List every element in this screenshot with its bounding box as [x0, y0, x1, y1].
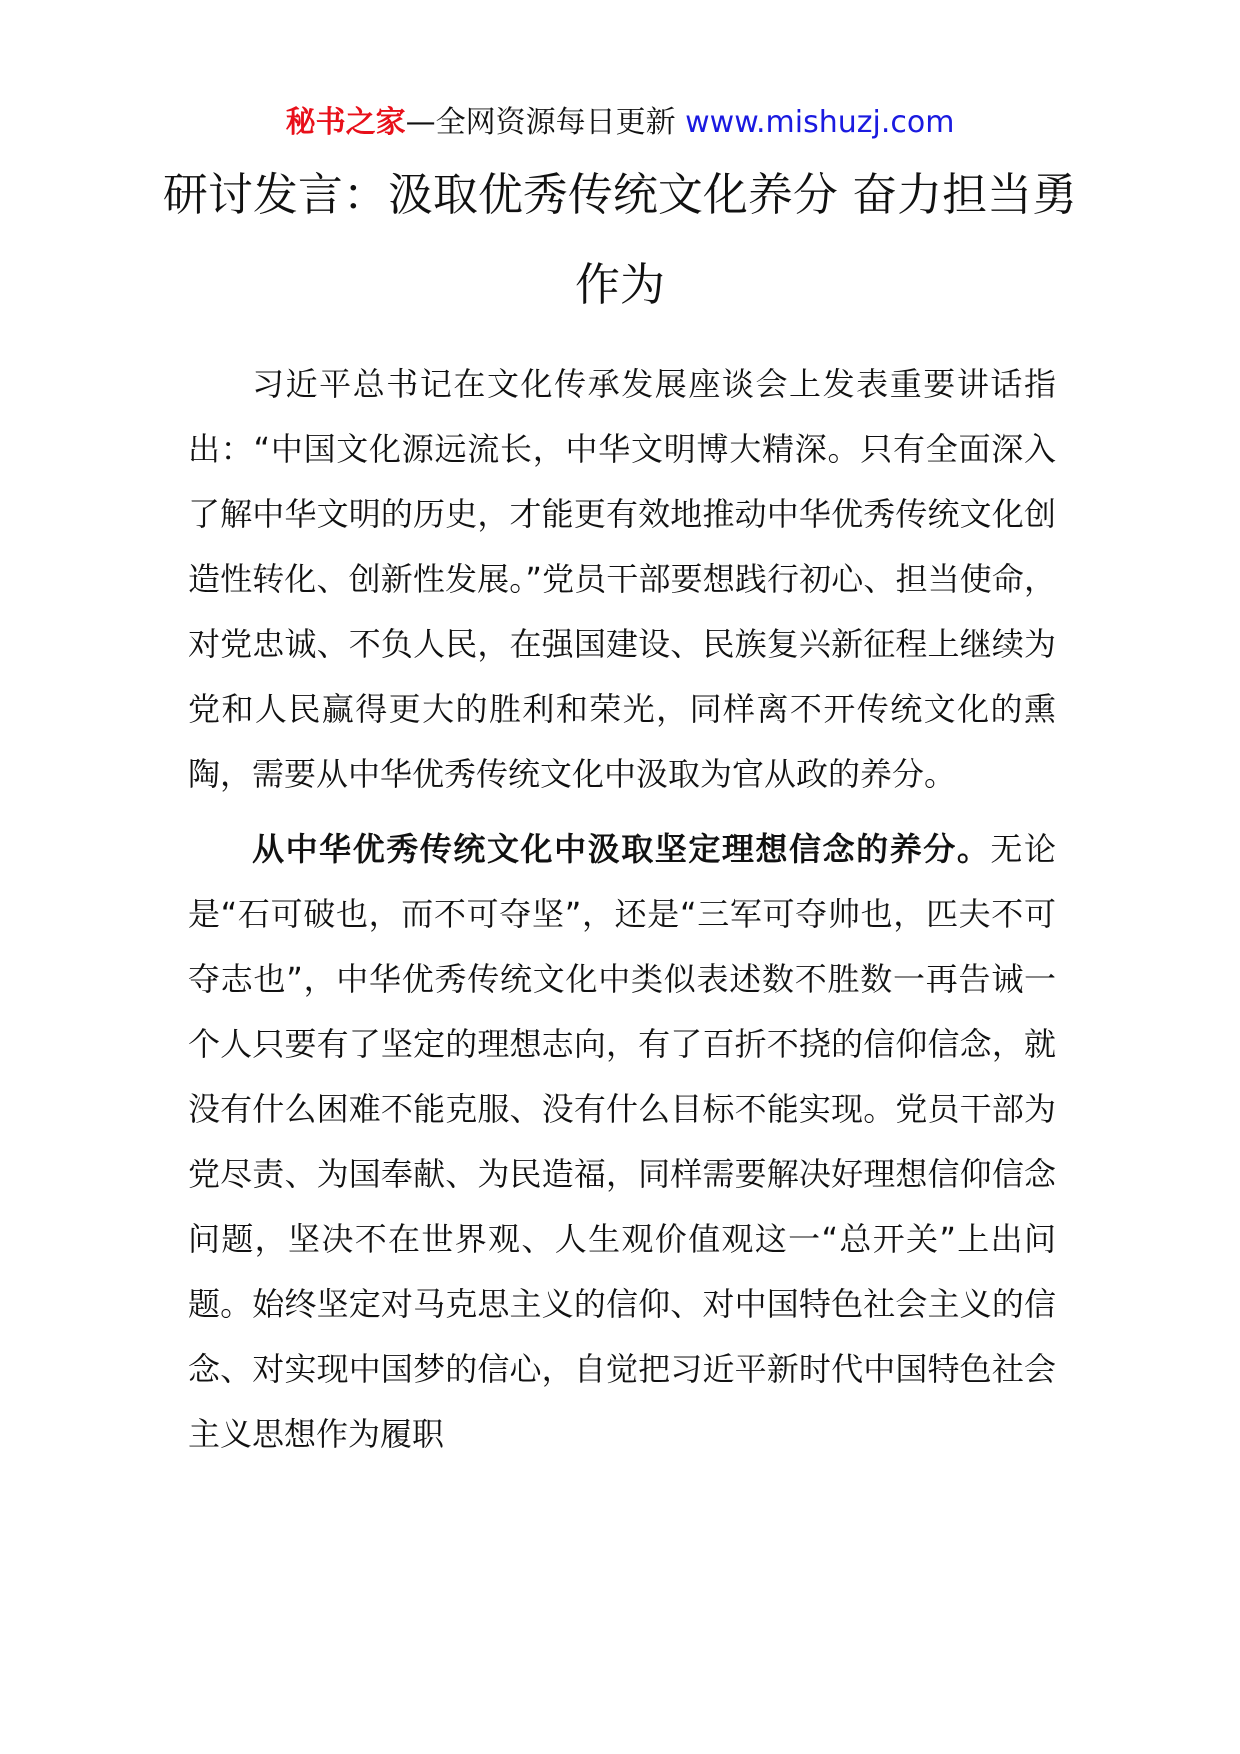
paragraph-text: 习近平总书记在文化传承发展座谈会上发表重要讲话指出：“中国文化源远流长，中华文明博大精深。只有全面深入了解中华文明的历史，才能更有效地推动中华优秀传统文化创造性转化、创新性发展。”党员干部要想践行初心、担当使命，对党忠诚、不负人民，在强国建设、民族复兴新征程上继续为党和人民赢得更大的胜利和荣光，同样离不开传统文化的熏陶，需要从中华优秀传统文化中汲取为官从政的养分。 [188, 365, 1056, 793]
site-url-link[interactable]: www.mishuzj.com [685, 105, 955, 140]
document-title: 研讨发言：汲取优秀传统文化养分 奋力担当勇作为 [162, 168, 1078, 311]
document-body [188, 352, 1056, 1477]
paragraph-lead: 从中华优秀传统文化中汲取坚定理想信念的养分。 [252, 830, 991, 868]
paragraph-1 [188, 352, 1056, 807]
header-slogan: —全网资源每日更新 [405, 105, 686, 140]
paragraph-text: 无论是“石可破也，而不可夺坚”，还是“三军可夺帅也，匹夫不可夺志也”，中华优秀传统文化中类似表述数不胜数一再告诫一个人只要有了坚定的理想志向，有了百折不挠的信仰信念，就没有什么困难不能克服、没有什么目标不能实现。党员干部为党尽责、为国奉献、为民造福，同样需要解决好理想信仰信念问题，坚决不在世界观、人生观价值观这一“总开关”上出问题。始终坚定对马克思主义的信仰、对中国特色社会主义的信念、对实现中国梦的信心，自觉把习近平新时代中国特色社会主义思想作为履职 [188, 830, 1056, 1453]
site-header [0, 100, 1240, 146]
brand-name: 秘书之家 [285, 105, 406, 140]
paragraph-2 [188, 817, 1056, 1467]
